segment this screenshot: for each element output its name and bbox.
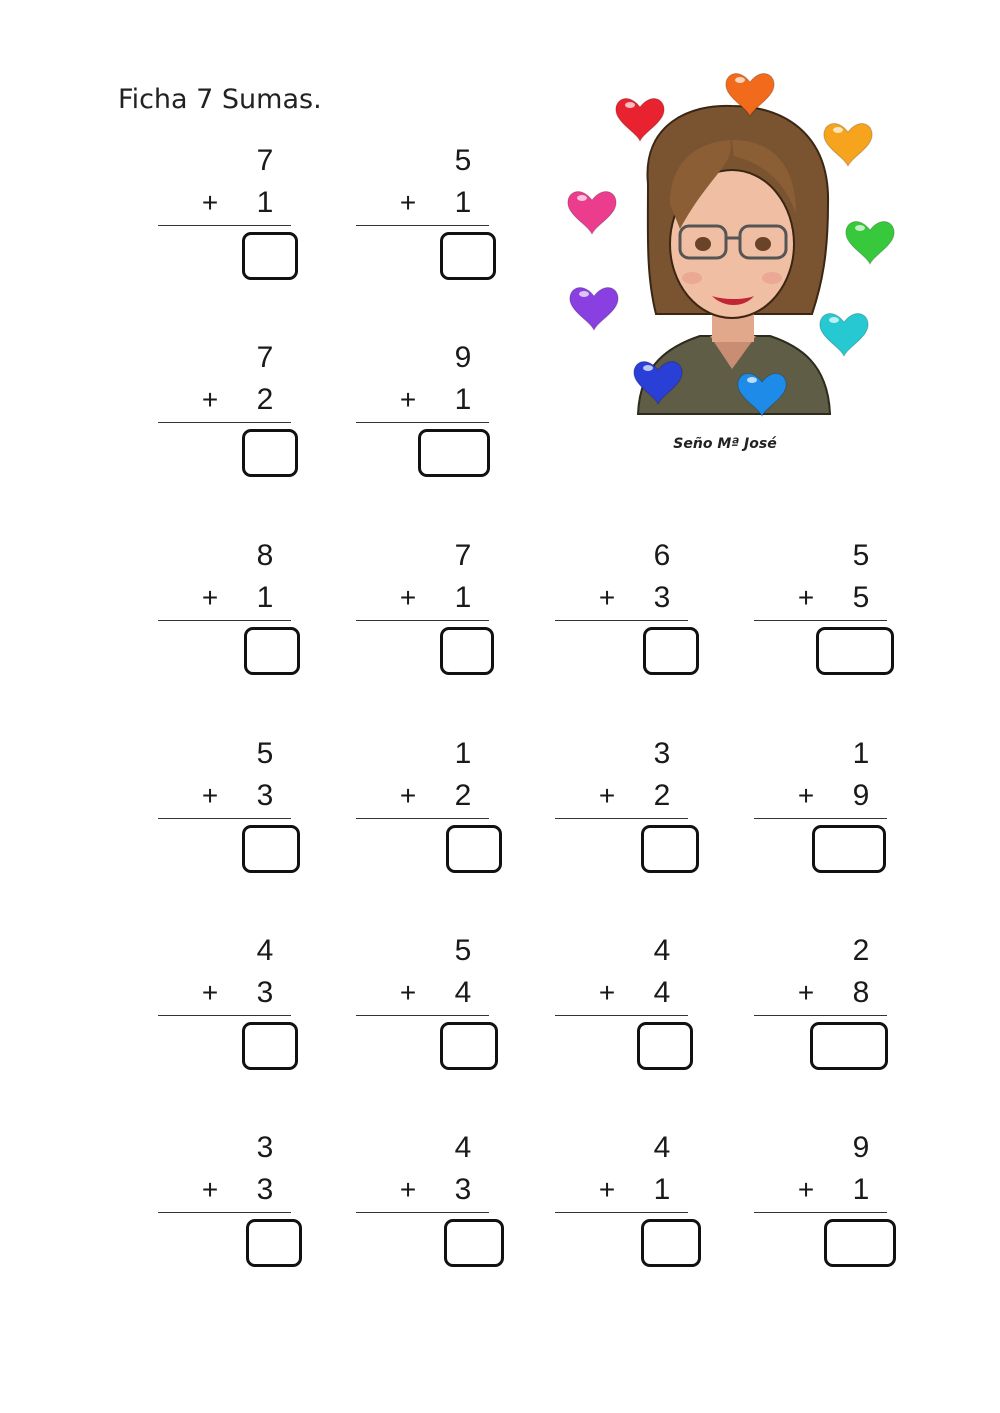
addition-problem: [356, 341, 491, 481]
heart-shine: [577, 195, 587, 201]
plus-sign: +: [201, 780, 219, 811]
plus-sign: +: [797, 780, 815, 811]
addend-bottom: 3: [256, 1173, 274, 1206]
plus-sign: +: [598, 780, 616, 811]
addend-top: 5: [454, 934, 472, 967]
answer-box[interactable]: [242, 1022, 298, 1070]
addend-bottom: 3: [256, 976, 274, 1009]
heart-shine: [747, 377, 757, 383]
plus-sign: +: [797, 582, 815, 613]
heart-shine: [855, 225, 865, 231]
addition-problem: [158, 1131, 293, 1271]
addition-problem: [754, 1131, 889, 1271]
addition-problem: [356, 144, 491, 284]
answer-box[interactable]: [444, 1219, 504, 1267]
addend-bottom: 5: [852, 581, 870, 614]
answer-box[interactable]: [641, 1219, 701, 1267]
sum-line: [158, 1212, 291, 1213]
heart-shine: [625, 102, 635, 108]
answer-box[interactable]: [440, 1022, 498, 1070]
sum-line: [555, 620, 688, 621]
addition-problem: [356, 934, 491, 1074]
sum-line: [158, 422, 291, 423]
sum-line: [158, 1015, 291, 1016]
sum-line: [555, 1015, 688, 1016]
addend-top: 5: [454, 144, 472, 177]
sum-line: [158, 225, 291, 226]
addend-top: 1: [454, 737, 472, 770]
addend-top: 9: [852, 1131, 870, 1164]
heart-shine: [643, 365, 653, 371]
addend-top: 4: [653, 934, 671, 967]
addend-top: 8: [256, 539, 274, 572]
sum-line: [754, 620, 887, 621]
addition-problem: [158, 144, 293, 284]
sum-line: [356, 422, 489, 423]
heart-shine: [735, 77, 745, 83]
addend-top: 3: [256, 1131, 274, 1164]
plus-sign: +: [399, 187, 417, 218]
addition-problem: [356, 539, 491, 679]
plus-sign: +: [201, 977, 219, 1008]
addition-problem: [356, 737, 491, 877]
addend-top: 7: [256, 341, 274, 374]
addend-bottom: 1: [653, 1173, 671, 1206]
heart-icon: [824, 123, 872, 166]
addend-bottom: 4: [454, 976, 472, 1009]
answer-box[interactable]: [242, 825, 300, 873]
addition-problem: [356, 1131, 491, 1271]
sum-line: [356, 818, 489, 819]
sum-line: [356, 1212, 489, 1213]
plus-sign: +: [399, 1174, 417, 1205]
plus-sign: +: [598, 1174, 616, 1205]
addend-bottom: 8: [852, 976, 870, 1009]
addend-bottom: 1: [852, 1173, 870, 1206]
addend-top: 7: [256, 144, 274, 177]
sum-line: [356, 1015, 489, 1016]
plus-sign: +: [598, 977, 616, 1008]
addend-top: 1: [852, 737, 870, 770]
plus-sign: +: [201, 187, 219, 218]
answer-box[interactable]: [418, 429, 490, 477]
addition-problem: [158, 341, 293, 481]
addition-problem: [754, 934, 889, 1074]
teacher-avatar-image: [560, 64, 905, 424]
addend-bottom: 2: [454, 779, 472, 812]
answer-box[interactable]: [824, 1219, 896, 1267]
answer-box[interactable]: [446, 825, 502, 873]
addition-problem: [158, 934, 293, 1074]
sum-line: [555, 818, 688, 819]
answer-box[interactable]: [641, 825, 699, 873]
answer-box[interactable]: [244, 627, 300, 675]
addend-bottom: 4: [653, 976, 671, 1009]
heart-icon: [820, 313, 868, 356]
plus-sign: +: [201, 582, 219, 613]
addend-top: 6: [653, 539, 671, 572]
plus-sign: +: [797, 977, 815, 1008]
sum-line: [158, 620, 291, 621]
answer-box[interactable]: [440, 627, 494, 675]
heart-shine: [579, 291, 589, 297]
answer-box[interactable]: [246, 1219, 302, 1267]
heart-icon: [616, 98, 664, 141]
addend-bottom: 3: [256, 779, 274, 812]
answer-box[interactable]: [637, 1022, 693, 1070]
answer-box[interactable]: [816, 627, 894, 675]
sum-line: [555, 1212, 688, 1213]
addend-bottom: 1: [256, 186, 274, 219]
addend-top: 7: [454, 539, 472, 572]
heart-icon: [568, 191, 616, 234]
sum-line: [356, 225, 489, 226]
addend-bottom: 3: [454, 1173, 472, 1206]
addend-bottom: 1: [454, 383, 472, 416]
answer-box[interactable]: [812, 825, 886, 873]
addend-top: 5: [852, 539, 870, 572]
addition-problem: [555, 539, 690, 679]
sum-line: [356, 620, 489, 621]
worksheet-title: Ficha 7 Sumas.: [118, 84, 322, 115]
sum-line: [754, 1015, 887, 1016]
heart-shine: [833, 127, 843, 133]
sum-line: [754, 818, 887, 819]
sum-line: [158, 818, 291, 819]
addend-top: 4: [454, 1131, 472, 1164]
addend-top: 3: [653, 737, 671, 770]
plus-sign: +: [797, 1174, 815, 1205]
addition-problem: [754, 539, 889, 679]
addition-problem: [158, 737, 293, 877]
addend-top: 4: [653, 1131, 671, 1164]
plus-sign: +: [399, 780, 417, 811]
addend-bottom: 3: [653, 581, 671, 614]
addend-bottom: 9: [852, 779, 870, 812]
addition-problem: [158, 539, 293, 679]
plus-sign: +: [201, 1174, 219, 1205]
addition-problem: [555, 1131, 690, 1271]
addend-top: 2: [852, 934, 870, 967]
addend-bottom: 2: [256, 383, 274, 416]
addend-bottom: 1: [256, 581, 274, 614]
answer-box[interactable]: [440, 232, 496, 280]
plus-sign: +: [399, 977, 417, 1008]
answer-box[interactable]: [242, 232, 298, 280]
addend-top: 5: [256, 737, 274, 770]
addend-bottom: 1: [454, 186, 472, 219]
addend-top: 9: [454, 341, 472, 374]
heart-icon: [846, 221, 894, 264]
heart-icon: [570, 287, 618, 330]
plus-sign: +: [399, 384, 417, 415]
answer-box[interactable]: [242, 429, 298, 477]
answer-box[interactable]: [643, 627, 699, 675]
addend-bottom: 1: [454, 581, 472, 614]
heart-shine: [829, 317, 839, 323]
plus-sign: +: [399, 582, 417, 613]
plus-sign: +: [598, 582, 616, 613]
addend-bottom: 2: [653, 779, 671, 812]
addition-problem: [754, 737, 889, 877]
addition-problem: [555, 737, 690, 877]
addend-top: 4: [256, 934, 274, 967]
answer-box[interactable]: [810, 1022, 888, 1070]
sum-line: [754, 1212, 887, 1213]
plus-sign: +: [201, 384, 219, 415]
signature-text: Seño Mª José: [673, 436, 777, 452]
addition-problem: [555, 934, 690, 1074]
